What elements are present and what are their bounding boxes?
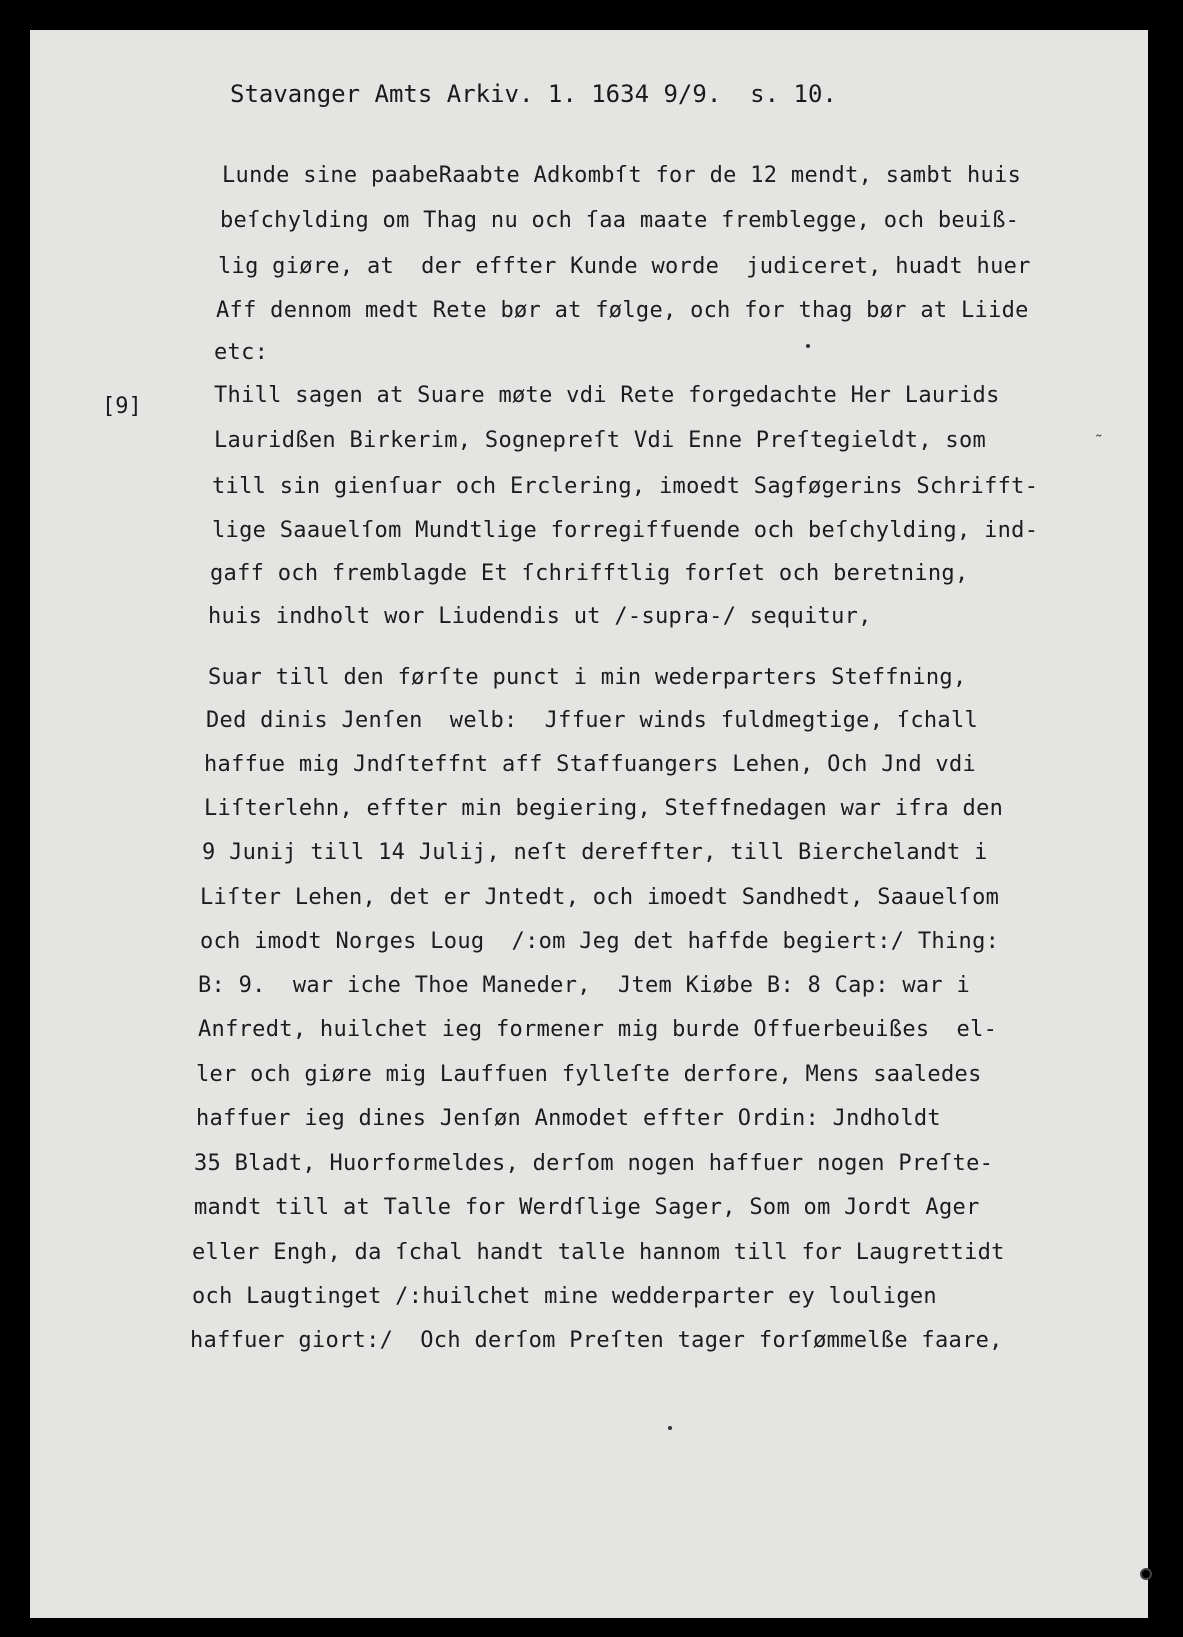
text-line: huis indholt wor Liudendis ut /-supra-/ sequitur, [208,604,872,629]
paragraph-marker: [9] [102,394,142,419]
text-line: Suar till den førſte punct i min wederparters Steffning, [208,665,967,690]
stray-dot [806,344,810,348]
text-line: och imodt Norges Loug /:om Jeg det haffde begiert:/ Thing: [200,929,1000,954]
text-line: B: 9. war iche Thoe Maneder, Jtem Kiøbe B: 8 Cap: war i [198,973,971,998]
text-line: Lauridßen Birkerim, Sognepreſt Vdi Enne Preſtegieldt, som [214,428,987,453]
text-line: haffuer giort:/ Och derſom Preſten tager forſømmelße faare, [190,1328,1003,1353]
document-header: Stavanger Amts Arkiv. 1. 1634 9/9. s. 10. [230,80,837,108]
text-line: etc: [214,340,269,365]
text-line: beſchylding om Thag nu och ſaa maate fremblegge, och beuiß- [220,208,1020,233]
text-line: Liſterlehn, effter min begiering, Steffnedagen war ifra den [204,796,1004,821]
text-line: Thill sagen at Suare møte vdi Rete forgedachte Her Laurids [214,383,1000,408]
punch-hole [1140,1568,1152,1580]
text-line: gaff och fremblagde Et ſchrifftlig forſet och beretning, [210,561,969,586]
text-line: Lunde sine paabeRaabte Adkombſt for de 12 mendt, sambt huis [222,163,1022,188]
text-line: haffuer ieg dines Jenſøn Anmodet effter Ordin: Jndholdt [196,1106,941,1131]
text-line: 35 Bladt, Huorformeldes, derſom nogen haffuer nogen Preſte- [194,1151,994,1176]
text-line: lige Saauelſom Mundtlige forregiffuende och beſchylding, ind- [212,518,1039,543]
text-line: mandt till at Talle for Werdſlige Sager, Som om Jordt Ager [194,1195,980,1220]
text-line: Anfredt, huilchet ieg formener mig burde Offuerbeuißes el- [198,1017,998,1042]
text-line: Aff dennom medt Rete bør at følge, och for thag bør at Liide [216,298,1029,323]
stray-dot [668,1426,672,1430]
margin-mark: ˜ [1094,432,1104,451]
text-line: eller Engh, da ſchal handt talle hannom till for Laugrettidt [192,1240,1005,1265]
text-line: lig giøre, at der effter Kunde worde judiceret, huadt huer [218,254,1031,279]
text-line: 9 Junij till 14 Julij, neſt dereffter, till Bierchelandt i [202,840,988,865]
text-line: haffue mig Jndſteffnt aff Staffuangers Lehen, Och Jnd vdi [204,752,977,777]
text-line: till sin gienſuar och Erclering, imoedt Sagføgerins Schrifft- [212,474,1039,499]
text-line: ler och giøre mig Lauffuen fylleſte derfore, Mens saaledes [196,1062,982,1087]
text-line: Liſter Lehen, det er Jntedt, och imoedt Sandhedt, Saauelſom [200,885,1000,910]
text-line: och Laugtinget /:huilchet mine wedderparter ey louligen [192,1284,937,1309]
text-line: Ded dinis Jenſen welb: Jffuer winds fuldmegtige, ſchall [206,708,979,733]
